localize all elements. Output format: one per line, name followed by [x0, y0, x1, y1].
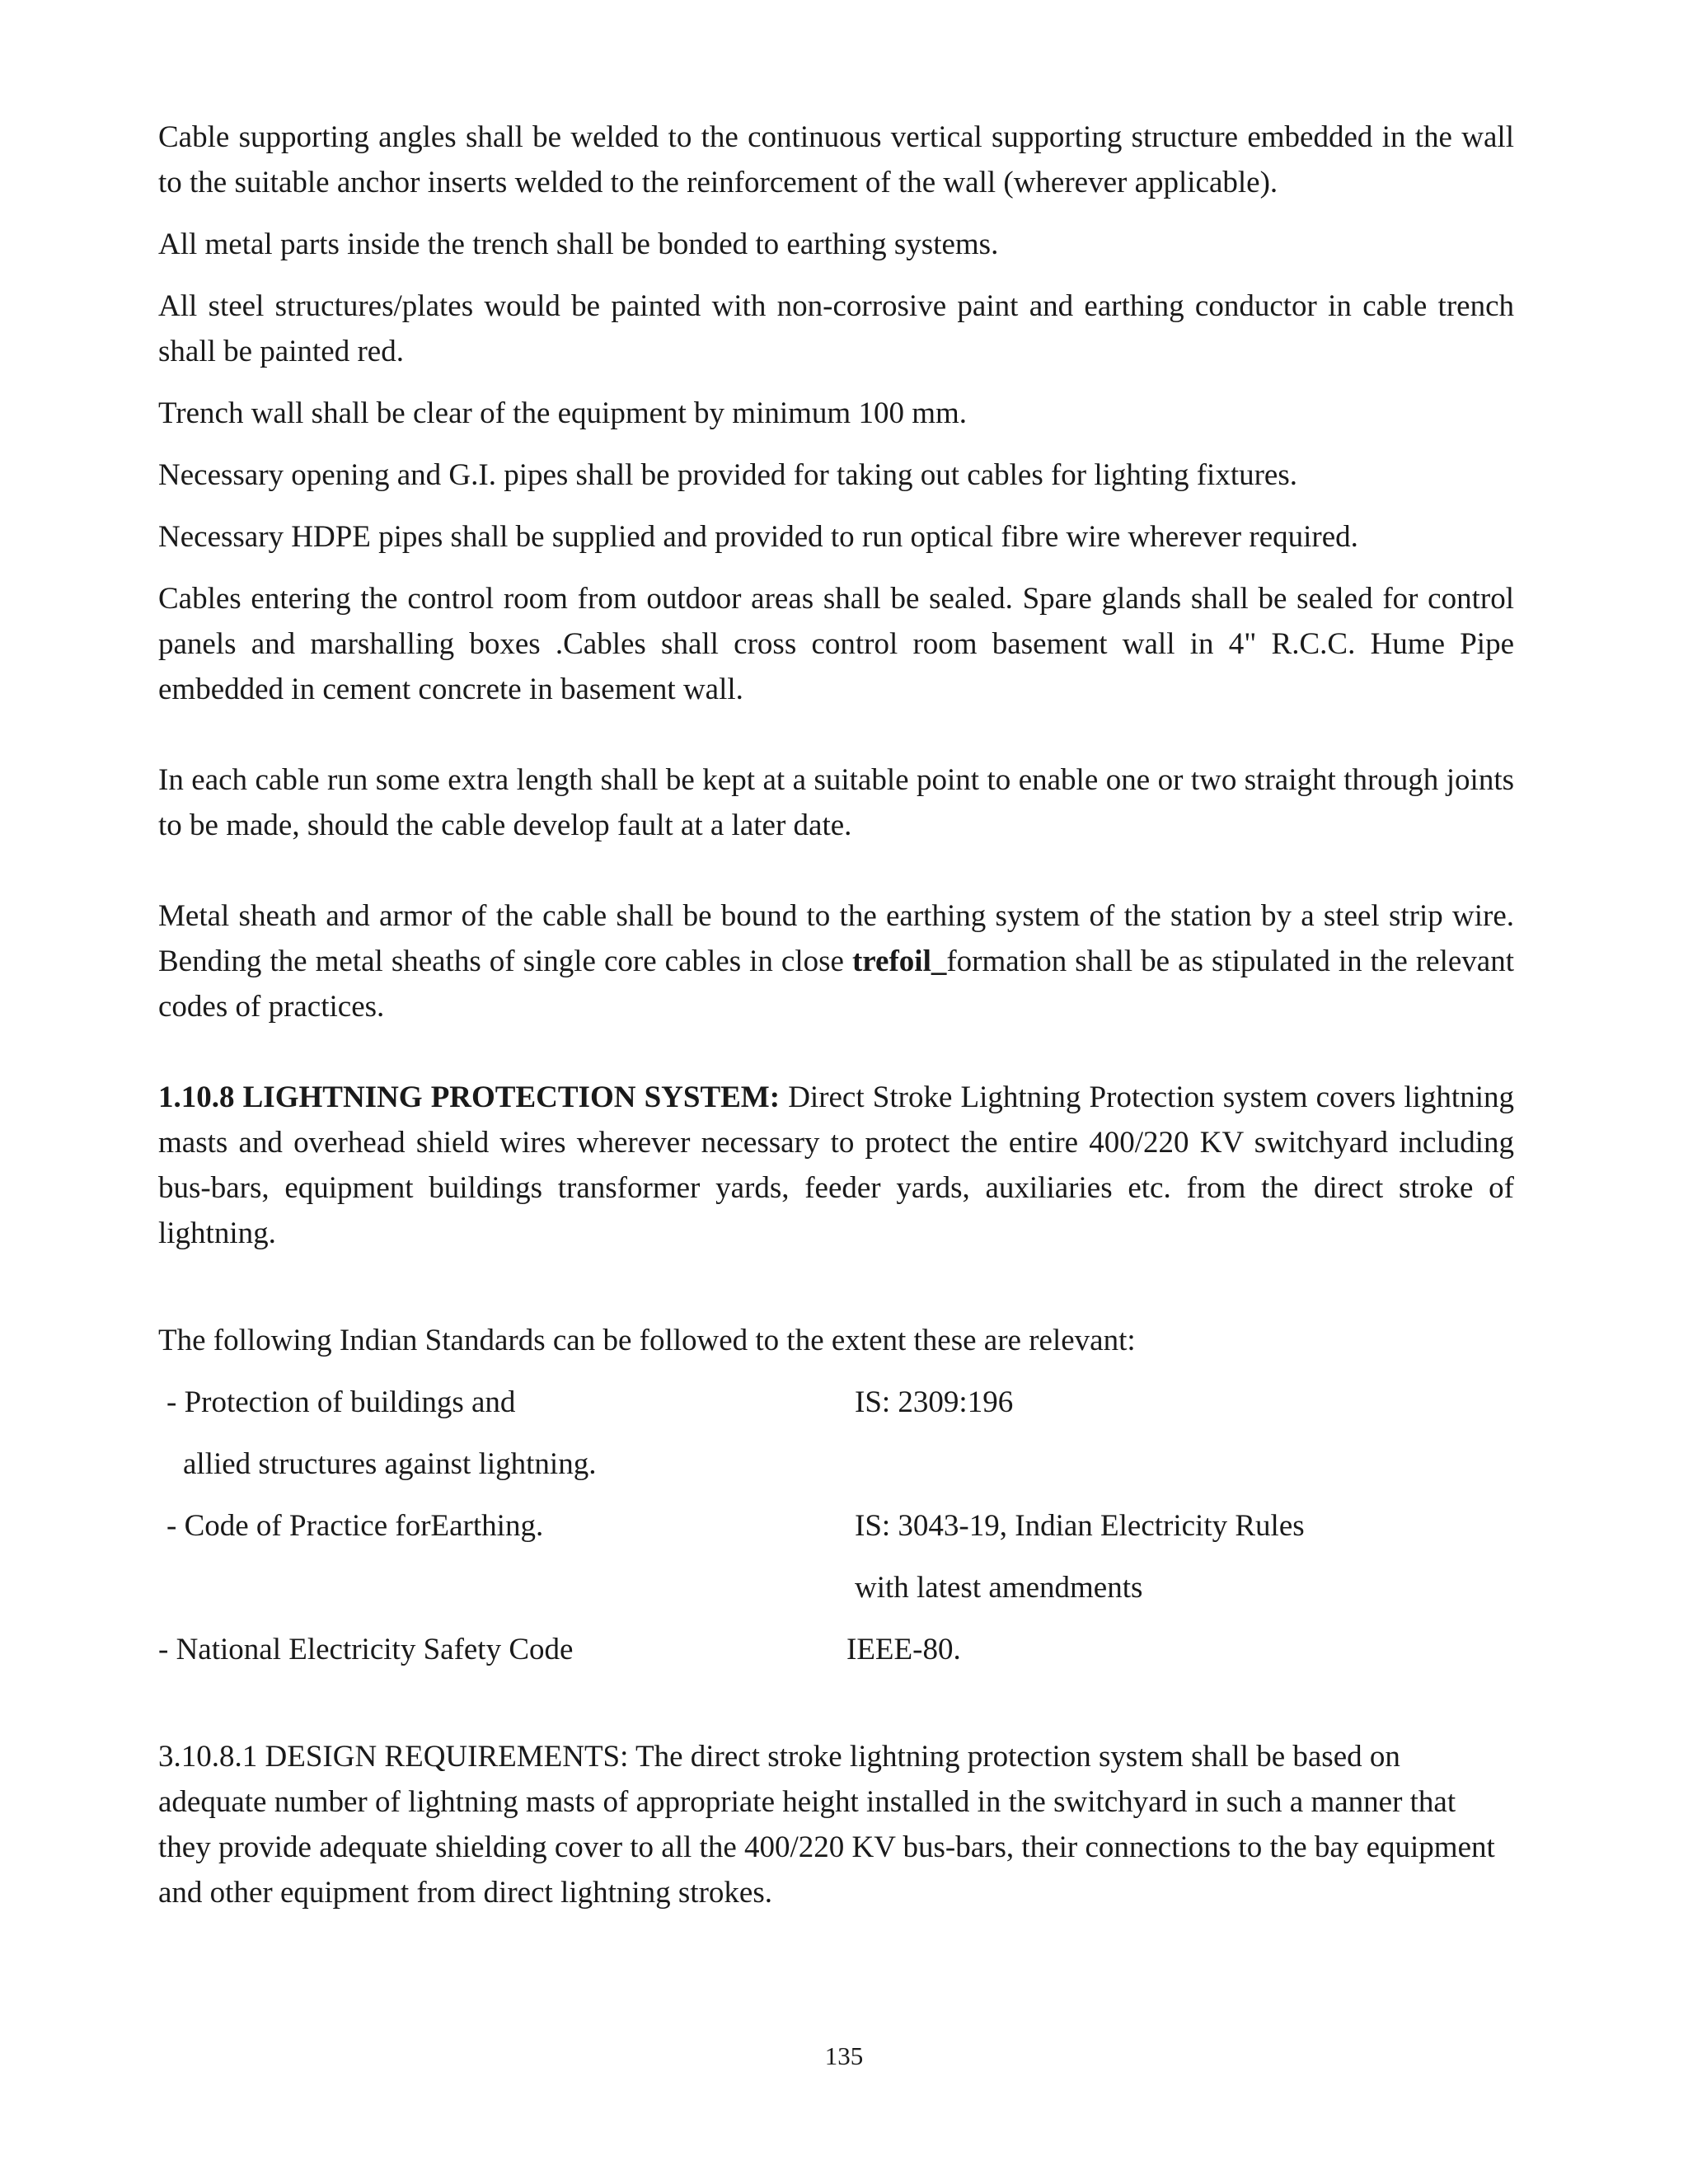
- standard-reference: IEEE-80.: [846, 1633, 961, 1666]
- paragraph-cables-entering-control-room: Cables entering the control room from outdoor areas shall be sealed. Spare glands shall be sealed for control panels and marshalling boxes .Cables shall cross control room basement wall in 4" R.C.C. Hume Pipe embedded in cement concrete in basement wall.: [158, 582, 1514, 706]
- standard-title: - Protection of buildings and: [166, 1385, 516, 1419]
- standard-reference: IS: 3043-19, Indian Electricity Rules: [855, 1509, 1305, 1543]
- paragraph-metal-sheath-armor: [158, 893, 1514, 1029]
- standards-row: [158, 1380, 1514, 1441]
- paragraph-extra-cable-length: In each cable run some extra length shall be kept at a suitable point to enable one or two straight through joints to be made, should the cable develop fault at a later date.: [158, 763, 1514, 842]
- standard-title: - Code of Practice forEarthing.: [166, 1509, 544, 1543]
- section-lightning-protection: [158, 1075, 1514, 1256]
- standards-row: [158, 1503, 1514, 1565]
- text-run: Metal sheath and armor of the cable shall be bound to the earthing system of the station by a steel strip wire. Bending the metal sheaths of single core cables in close: [158, 899, 1514, 978]
- paragraph-cable-supporting-angles: Cable supporting angles shall be welded to the continuous vertical supporting structure embedded in the wall to the suitable anchor inserts welded to the reinforcement of the wall (wherever applicable).: [158, 120, 1514, 199]
- bold-term-trefoil: trefoil_: [851, 944, 947, 978]
- paragraph-gi-pipes: Necessary opening and G.I. pipes shall be provided for taking out cables for lighting fixtures.: [158, 458, 1298, 492]
- standards-row: [158, 1565, 1514, 1627]
- section-design-requirements: 3.10.8.1 DESIGN REQUIREMENTS: The direct stroke lightning protection system shall be based on adequate number of lightning masts of appropriate height installed in the switchyard in such a manner that they provide adequate shielding cover to all the 400/220 KV bus-bars, their connections to the bay equipment and other equipment from direct lightning strokes.: [158, 1740, 1495, 1910]
- standards-intro: The following Indian Standards can be followed to the extent these are relevant:: [158, 1324, 1136, 1357]
- page-content: [158, 115, 1514, 1915]
- standard-title: allied structures against lightning.: [183, 1447, 597, 1481]
- standards-row: [158, 1441, 1514, 1503]
- paragraph-steel-structures-painting: All steel structures/plates would be painted with non-corrosive paint and earthing conductor in cable trench shall be painted red.: [158, 289, 1514, 368]
- text-run: formation shall be as stipulated in the relevant codes of practices.: [158, 944, 1514, 1024]
- standards-table: [158, 1380, 1514, 1689]
- page-number: 135: [824, 2041, 864, 2070]
- standard-reference: IS: 2309:196: [855, 1385, 1014, 1419]
- paragraph-trench-wall-clearance: Trench wall shall be clear of the equipment by minimum 100 mm.: [158, 396, 968, 430]
- section-heading: 1.10.8 LIGHTNING PROTECTION SYSTEM:: [158, 1080, 781, 1114]
- standard-title: - National Electricity Safety Code: [158, 1633, 574, 1666]
- paragraph-hdpe-pipes: Necessary HDPE pipes shall be supplied and provided to run optical fibre wire wherever required.: [158, 520, 1358, 554]
- standard-reference: with latest amendments: [855, 1571, 1143, 1605]
- paragraph-metal-parts-bonding: All metal parts inside the trench shall be bonded to earthing systems.: [158, 227, 999, 261]
- standards-row: [158, 1627, 1514, 1689]
- section-body: Direct Stroke Lightning Protection system covers lightning masts and overhead shield wires wherever necessary to protect the entire 400/220 KV switchyard including bus-bars, equipment buildings transformer yards, feeder yards, auxiliaries etc. from the direct stroke of lightning.: [158, 1080, 1514, 1250]
